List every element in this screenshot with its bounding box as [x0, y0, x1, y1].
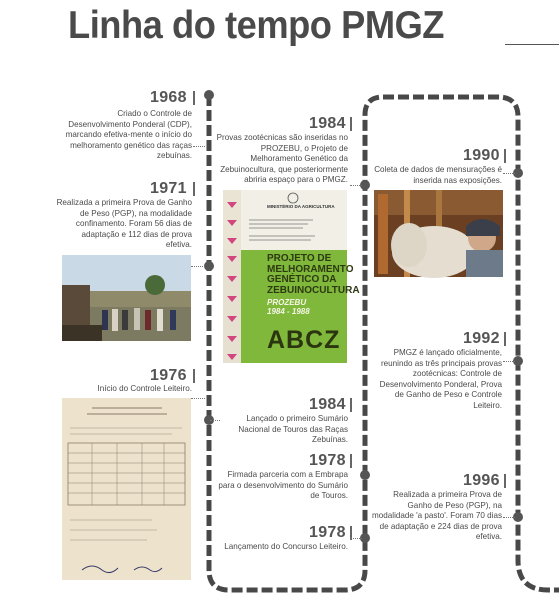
dairy-control-form-photo [62, 398, 191, 580]
event-1971-year: 1971 [150, 180, 187, 197]
booklet-ministry: MINISTÉRIO DA AGRICULTURA [267, 204, 335, 209]
year-tick [193, 91, 195, 105]
connector-line [210, 420, 220, 421]
connector-line [503, 173, 515, 174]
event-1978-embrapa-year: 1978 [309, 452, 346, 469]
event-1976-text: Início do Controle Leiteiro. [97, 384, 192, 393]
year-tick [350, 117, 352, 131]
timeline-dot [204, 261, 214, 271]
connector-line [503, 361, 515, 362]
booklet-period: 1984 - 1988 [267, 307, 310, 316]
event-1996-year: 1996 [463, 472, 500, 489]
year-tick [504, 474, 506, 488]
event-1984-sumario-text: Lançado o primeiro Sumário Nacional de Touros das Raças Zebuínas. [238, 414, 348, 445]
event-1990-text: Coleta de dados de mensurações é inserida nas exposições. [374, 165, 502, 185]
connector-line [191, 266, 205, 267]
event-1978-concurso-text: Lançamento do Concurso Leiteiro. [224, 542, 348, 551]
cattle-measurement-photo [374, 190, 503, 277]
year-tick [504, 149, 506, 163]
event-1968-year: 1968 [150, 89, 187, 106]
prozebu-booklet-cover [223, 190, 360, 363]
connector-line [503, 517, 515, 518]
event-1992-text: PMGZ é lançado oficialmente, reunindo as três principais provas zootécnicas: Controle de Desenvolvimento Ponderal, Prova de Ganho de Peso e Controle Leiteiro. [379, 348, 502, 410]
connector-line [350, 538, 362, 539]
year-tick [193, 369, 195, 383]
event-1976-year: 1976 [150, 367, 187, 384]
event-1984-sumario-year: 1984 [309, 396, 346, 413]
booklet-title: PROJETO DE MELHORAMENTO GENÉTICO DA ZEBUINOCULTURA [267, 253, 360, 296]
event-1978-embrapa-text: Firmada parceria com a Embrapa para o desenvolvimento do Sumário de Touros. [218, 470, 348, 501]
event-1978-concurso-year: 1978 [309, 524, 346, 541]
connector-line [350, 185, 362, 186]
booklet-subtitle: PROZEBU [267, 298, 307, 307]
event-1990-year: 1990 [463, 147, 500, 164]
event-1968-text: Criado o Controle de Desenvolvimento Ponderal (CDP), marcando efetiva-mente o início do melhoramento genético das raças zebuínas. [65, 109, 192, 161]
event-1984-prozebu-text: Provas zootécnicas são inseridas no PROZEBU, o Projeto de Melhoramento Genético da Zebuinocultura, que posteriormente abriria espaço para o PMGZ. [216, 133, 348, 185]
year-tick [504, 332, 506, 346]
timeline-dot [360, 470, 370, 480]
year-tick [350, 454, 352, 468]
event-1992-year: 1992 [463, 330, 500, 347]
cattle-auction-photo [62, 255, 191, 341]
event-1996-text: Realizada a primeira Prova de Ganho de Peso (PGP), na modalidade 'a pasto'. Foram 70 dias de adaptação e 224 dias de prova efetiva. [372, 490, 502, 542]
abcz-logo: ABCZ [267, 326, 341, 354]
year-tick [350, 398, 352, 412]
page-title: Linha do tempo PMGZ [68, 4, 445, 47]
event-1971-text: Realizada a primeira Prova de Ganho de Peso (PGP), na modalidade confinamento. Foram 56 dias de adaptação e 112 dias de prova efetiva. [56, 198, 192, 250]
connector-line [193, 146, 205, 147]
year-tick [193, 182, 195, 196]
timeline-dot [204, 90, 214, 100]
connector-line [191, 398, 205, 399]
event-1984-year: 1984 [309, 115, 346, 132]
